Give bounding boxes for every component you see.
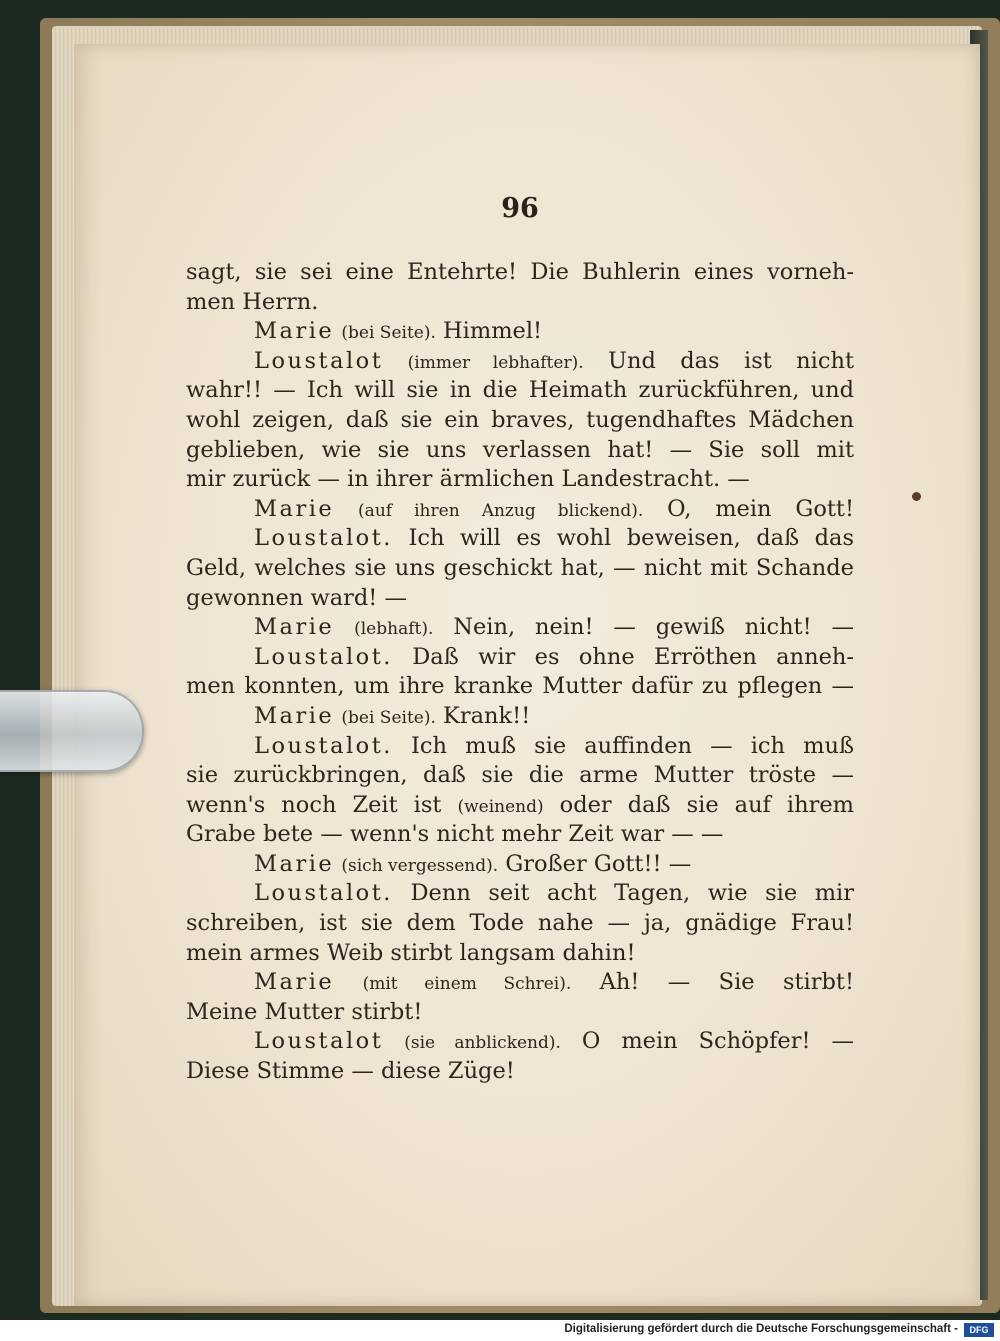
line-text: Ich will es wohl beweisen, daß das [408,525,854,552]
text-line [186,879,854,909]
line-text: Und das ist nicht [608,347,854,374]
text-line [186,820,854,850]
line-text: O, mein Gott! [667,495,854,522]
text-line [186,613,854,643]
text-line [186,998,854,1028]
text-line [186,436,854,466]
line-text: oder daß sie auf ihrem [559,791,854,818]
line-text: Denn seit acht Tagen, wie sie mir [410,880,854,907]
footer-credit: Digitalisierung gefördert durch die Deutsche Forschungsgemeinschaft - [564,1323,958,1335]
line-text: geblieben, wie sie uns verlassen hat! — Sie soll mit [186,436,854,463]
text-line [186,376,854,406]
line-text: Krank!! [443,702,531,729]
line-text: wohl zeigen, daß sie ein braves, tugendhaftes Mädchen [186,406,854,433]
text-line [186,554,854,584]
text-line [186,584,854,614]
text-line [186,495,854,525]
speaker-name: Marie [254,495,335,522]
text-line [186,1057,854,1087]
line-text: Grabe bete — wenn's nicht mehr Zeit war — — [186,821,724,848]
text-line [186,1027,854,1057]
line-text: schreiben, ist sie dem Tode nahe — ja, gnädige Frau! [186,910,854,937]
page-number: 96 [501,193,539,224]
page-text [186,258,854,1087]
line-text: gewonnen ward! — [186,584,407,611]
line-text: mein armes Weib stirbt langsam dahin! [186,939,636,966]
line-text: Meine Mutter stirbt! [186,998,423,1025]
stage-direction: (immer lebhafter). [407,352,584,373]
stage-direction: (mit einem Schrei). [362,974,572,995]
footer-bar [0,1320,1000,1341]
line-text: Ich muß sie auffinden — ich muß [411,732,854,759]
line-text: men Herrn. [186,288,319,315]
text-line [186,347,854,377]
line-text: sagt, sie sei eine Entehrte! Die Buhlerin eines vorneh- [186,259,854,285]
stage-direction: (sich vergessend). [341,855,499,876]
text-line [186,732,854,762]
stage-direction: (lebhaft). [354,619,434,640]
speaker-name: Loustalot. [254,880,393,907]
text-line [186,791,854,821]
stage-direction: (bei Seite). [341,707,436,728]
text-line [186,850,854,880]
line-text: Großer Gott!! — [505,850,692,877]
stage-direction: (auf ihren Anzug blickend). [358,500,644,521]
line-text: Daß wir es ohne Erröthen anneh- [412,643,854,670]
line-text: O mein Schöpfer! — [581,1028,855,1055]
speaker-name: Loustalot. [254,732,393,759]
stage-direction: (bei Seite). [341,323,436,344]
speaker-name: Marie [254,969,335,996]
text-line [186,939,854,969]
line-text: Himmel! [443,318,543,345]
text-line [186,465,854,495]
speaker-name: Loustalot. [254,643,393,670]
text-line [186,524,854,554]
text-line [186,702,854,732]
speaker-name: Marie [254,850,335,877]
text-line [186,317,854,347]
text-line [186,968,854,998]
line-text: wahr!! — Ich will sie in die Heimath zurückführen, und [186,377,854,404]
speaker-name: Marie [254,318,335,345]
text-line [186,288,854,318]
line-text: wenn's noch Zeit ist [186,791,442,818]
ink-stain [912,492,921,501]
line-text: men konnten, um ihre kranke Mutter dafür zu pflegen — [186,673,854,700]
line-text: mir zurück — in ihrer ärmlichen Landestracht. — [186,466,750,493]
text-line [186,909,854,939]
line-text: Geld, welches sie uns geschickt hat, — nicht mit Schande [186,554,854,581]
line-text: sie zurückbringen, daß sie die arme Mutter tröste — [186,762,854,789]
speaker-name: Loustalot. [254,525,393,552]
speaker-name: Marie [254,614,335,641]
speaker-name: Marie [254,702,335,729]
line-text: Nein, nein! — gewiß nicht! — [453,614,855,641]
bookmark-clip [0,690,144,772]
dfg-logo-icon: DFG [964,1323,994,1337]
text-line [186,761,854,791]
line-text: Diese Stimme — diese Züge! [186,1058,515,1085]
line-text: Ah! — Sie stirbt! [599,969,854,996]
text-line [186,672,854,702]
text-line [186,258,854,288]
speaker-name: Loustalot [254,1028,384,1055]
stage-direction: (weinend) [457,796,544,817]
text-line [186,643,854,673]
text-line [186,406,854,436]
stage-direction: (sie anblickend). [404,1033,561,1054]
speaker-name: Loustalot [254,347,384,374]
